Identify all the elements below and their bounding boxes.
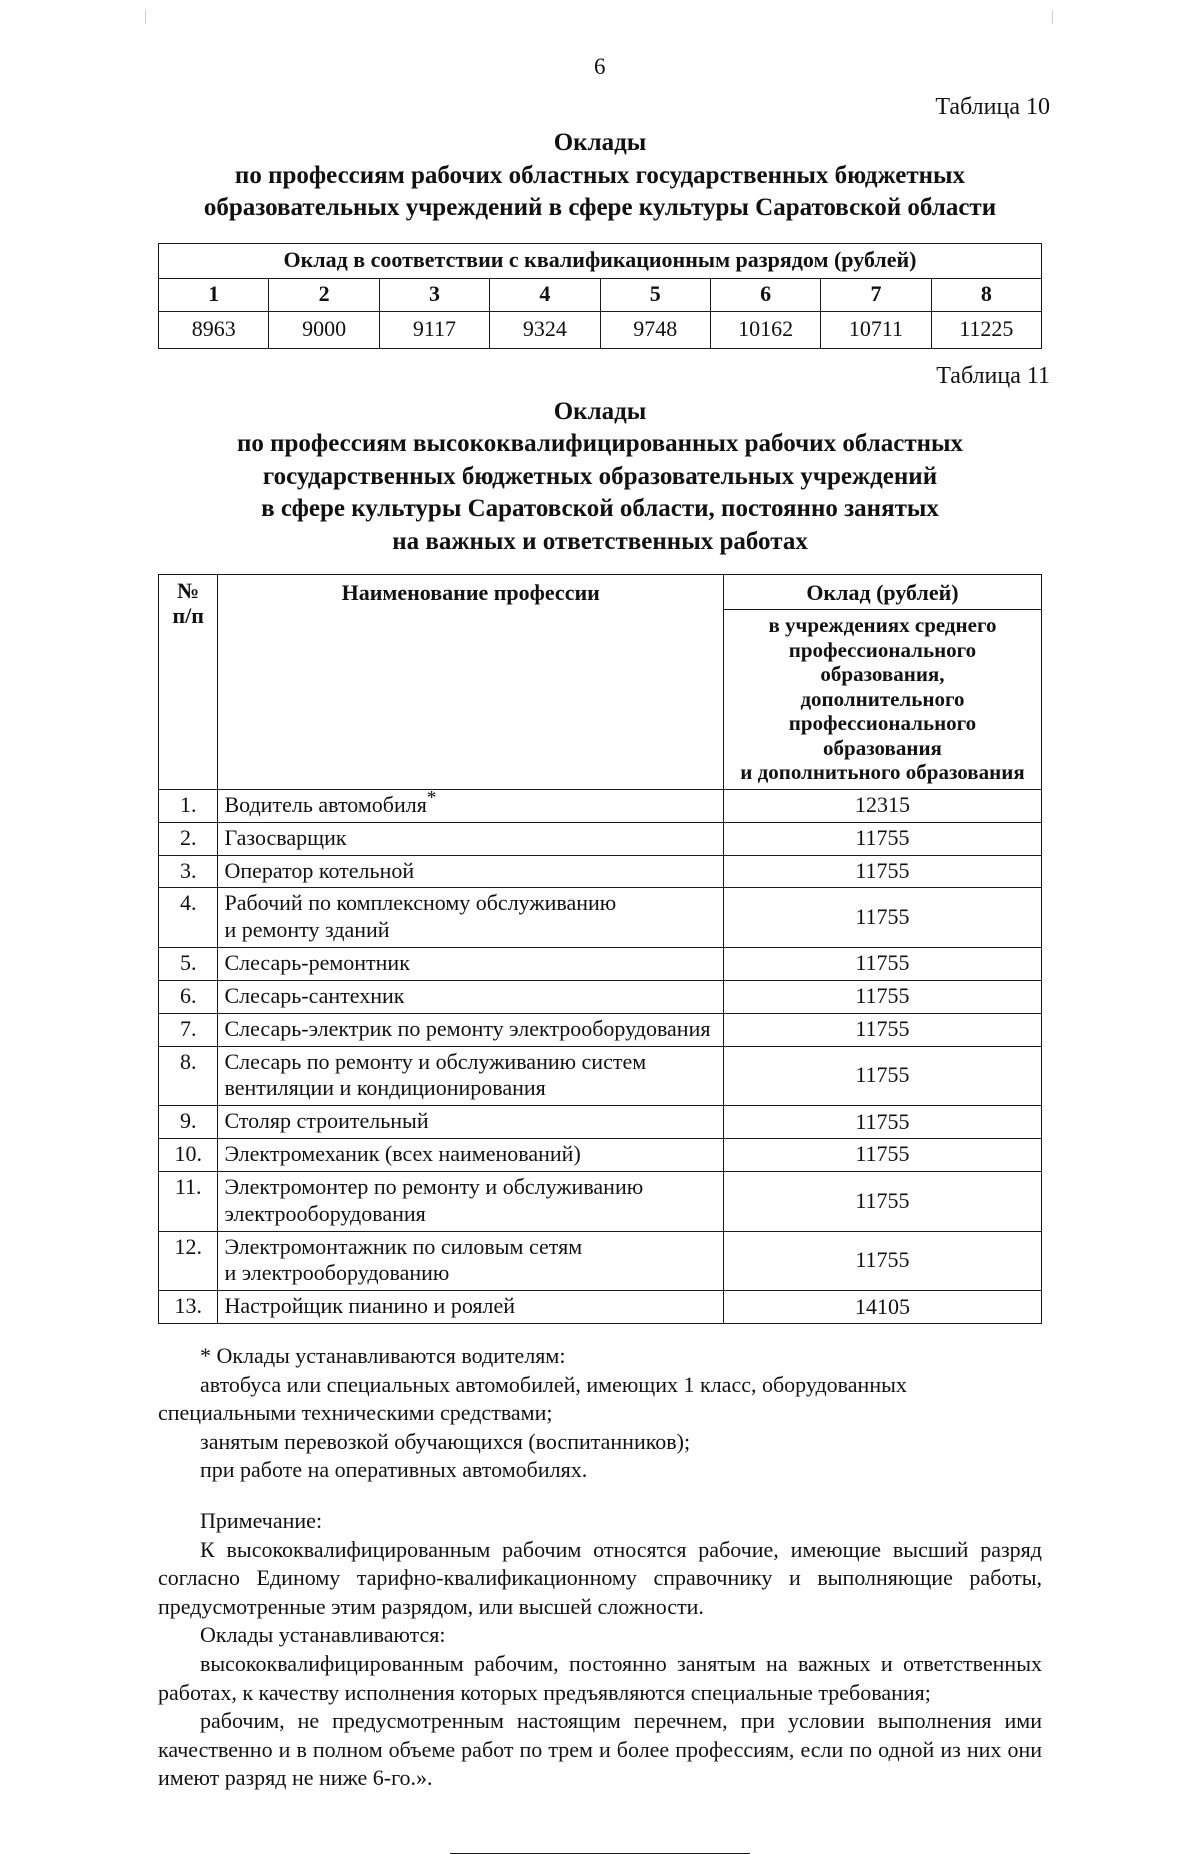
salary-subtitle-line-3: дополнительного bbox=[800, 686, 965, 711]
page-number: 6 bbox=[594, 54, 606, 79]
salary-cell-3: 9117 bbox=[379, 311, 489, 348]
salary-cell: 11755 bbox=[723, 1046, 1041, 1106]
table-row bbox=[159, 980, 1042, 1013]
salary-cell: 11755 bbox=[723, 980, 1041, 1013]
note-paragraph-4: рабочим, не предусмотренным настоящим перечнем, при условии выполнения ими качественно и в полном объеме работ по трем и более профессиям, если по одной из них они имеют разряд не ниже 6-го.». bbox=[158, 1708, 1042, 1791]
column-header-salary-title: Оклад (рублей) bbox=[724, 575, 1041, 610]
table-11-title-line-1: Оклады bbox=[553, 397, 647, 425]
table-row bbox=[159, 1171, 1042, 1231]
table-row bbox=[159, 888, 1042, 948]
salary-cell: 11755 bbox=[723, 1139, 1041, 1172]
profession-line: Слесарь-электрик по ремонту электрооборудования bbox=[224, 1015, 711, 1041]
footnote-line-3: занятым перевозкой обучающихся (воспитанников); bbox=[200, 1428, 691, 1454]
salary-subtitle-line-2: профессионального образования, bbox=[788, 637, 977, 687]
table-10-header-cell: Оклад в соответствии с квалификационным разрядом (рублей) bbox=[159, 243, 1042, 278]
rank-cell-7: 7 bbox=[821, 278, 931, 311]
row-number-cell: 11. bbox=[159, 1171, 218, 1231]
salary-subtitle-line-5: и дополнитьного образования bbox=[740, 760, 1025, 785]
table-row bbox=[159, 1013, 1042, 1046]
table-row bbox=[159, 278, 1042, 311]
column-header-profession: Наименование профессии bbox=[218, 575, 724, 790]
table-11-title-line-2: по профессиям высококвалифицированных рабочих областных bbox=[236, 430, 964, 457]
salary-cell-8: 11225 bbox=[931, 311, 1041, 348]
profession-line: Электромонтажник по силовым сетям bbox=[224, 1233, 583, 1259]
column-header-number-line-1: № bbox=[177, 578, 200, 603]
salary-cell-6: 10162 bbox=[710, 311, 820, 348]
column-header-salary-subtitle bbox=[724, 610, 1041, 789]
row-number-cell: 13. bbox=[159, 1291, 218, 1324]
profession-line: вентиляции и кондиционирования bbox=[224, 1075, 546, 1101]
salary-subtitle-line-4: профессионального образования bbox=[788, 711, 977, 760]
profession-cell bbox=[218, 980, 724, 1013]
profession-line: электрооборудования bbox=[224, 1200, 426, 1226]
salary-cell: 12315 bbox=[723, 789, 1041, 822]
profession-line: Электромеханик (всех наименований) bbox=[224, 1141, 581, 1167]
profession-line: Слесарь-ремонтник bbox=[224, 950, 410, 976]
footnote-line-2: автобуса или специальных автомобилей, имеющих 1 класс, оборудованных специальными техническими средствами; bbox=[158, 1371, 907, 1426]
profession-line: и ремонту зданий bbox=[224, 917, 390, 943]
profession-line: Настройщик пианино и роялей bbox=[224, 1293, 516, 1319]
profession-line: Оператор котельной bbox=[224, 857, 415, 883]
salary-cell: 11755 bbox=[723, 1106, 1041, 1139]
salary-cell-2: 9000 bbox=[269, 311, 379, 348]
rank-cell-2: 2 bbox=[269, 278, 379, 311]
footnote-line-4: при работе на оперативных автомобилях. bbox=[200, 1457, 588, 1483]
row-number-cell: 12. bbox=[159, 1231, 218, 1291]
profession-cell bbox=[218, 1046, 724, 1106]
salary-cell: 11755 bbox=[723, 1171, 1041, 1231]
row-number-cell: 2. bbox=[159, 822, 218, 855]
profession-line: Водитель автомобиля* bbox=[224, 787, 437, 817]
table-row bbox=[159, 1139, 1042, 1172]
scan-edge-mark-top-left bbox=[145, 10, 146, 24]
table-row bbox=[159, 855, 1042, 888]
profession-cell bbox=[218, 888, 724, 948]
table-10-title-line-2: по профессиям рабочих областных государственных бюджетных bbox=[234, 161, 966, 189]
table-row bbox=[159, 789, 1042, 822]
salary-cell: 11755 bbox=[723, 855, 1041, 888]
profession-cell bbox=[218, 948, 724, 981]
table-row bbox=[159, 243, 1042, 278]
notes-spacer bbox=[158, 1485, 1042, 1507]
profession-line: Газосварщик bbox=[224, 824, 347, 850]
row-number-cell: 6. bbox=[159, 980, 218, 1013]
profession-cell bbox=[218, 1106, 724, 1139]
table-row bbox=[159, 1291, 1042, 1324]
note-paragraph-1: К высококвалифицированным рабочим относятся рабочие, имеющие высший разряд согласно Единому тарифно-квалификационному справочнику и выполняющие работы, предусмотренные этим разрядом, или высшей сложности. bbox=[158, 1536, 1042, 1619]
profession-line: Рабочий по комплексному обслуживанию bbox=[224, 890, 617, 916]
salary-cell: 11755 bbox=[723, 948, 1041, 981]
salary-subtitle-line-1: в учреждениях среднего bbox=[768, 613, 997, 637]
column-header-salary bbox=[723, 575, 1041, 790]
column-header-number bbox=[159, 575, 218, 790]
table-11-title bbox=[0, 396, 1200, 559]
table-10-caption: Таблица 10 bbox=[935, 94, 1050, 120]
row-number-cell: 3. bbox=[159, 855, 218, 888]
profession-line: Слесарь-сантехник bbox=[224, 982, 405, 1008]
profession-cell bbox=[218, 1139, 724, 1172]
row-number-cell: 7. bbox=[159, 1013, 218, 1046]
profession-line: Электромонтер по ремонту и обслуживанию bbox=[224, 1173, 644, 1199]
row-number-cell: 4. bbox=[159, 888, 218, 948]
row-number-cell: 9. bbox=[159, 1106, 218, 1139]
salary-cell: 11755 bbox=[723, 1013, 1041, 1046]
rank-cell-8: 8 bbox=[931, 278, 1041, 311]
row-number-cell: 5. bbox=[159, 948, 218, 981]
profession-line: Столяр строительный bbox=[224, 1108, 429, 1134]
salary-cell: 11755 bbox=[723, 1231, 1041, 1291]
table-11-title-line-3: государственных бюджетных образовательных учреждений bbox=[262, 462, 938, 490]
rank-cell-5: 5 bbox=[600, 278, 710, 311]
notes-section bbox=[158, 1324, 1042, 1793]
table-10-title bbox=[0, 127, 1200, 225]
footnote-asterisk: * bbox=[426, 787, 437, 809]
rank-cell-1: 1 bbox=[159, 278, 269, 311]
profession-cell bbox=[218, 1171, 724, 1231]
row-number-cell: 1. bbox=[159, 789, 218, 822]
table-row bbox=[159, 1231, 1042, 1291]
footnote-line-1: * Оклады устанавливаются водителям: bbox=[200, 1343, 566, 1369]
row-number-cell: 8. bbox=[159, 1046, 218, 1106]
table-10-title-line-1: Оклады bbox=[553, 129, 647, 156]
table-row bbox=[159, 1106, 1042, 1139]
table-11-title-line-5: на важных и ответственных работах bbox=[392, 527, 808, 555]
table-row bbox=[159, 948, 1042, 981]
row-number-cell: 10. bbox=[159, 1139, 218, 1172]
table-row bbox=[159, 311, 1042, 348]
table-row bbox=[159, 1046, 1042, 1106]
table-11 bbox=[158, 574, 1042, 1324]
rank-cell-3: 3 bbox=[379, 278, 489, 311]
table-10 bbox=[158, 243, 1042, 349]
profession-cell bbox=[218, 1231, 724, 1291]
table-11-caption: Таблица 11 bbox=[936, 362, 1050, 389]
column-header-number-line-2: п/п bbox=[172, 602, 204, 628]
table-row bbox=[159, 822, 1042, 855]
table-11-wrapper bbox=[158, 574, 1042, 1324]
table-11-title-line-4: в сфере культуры Саратовской области, постоянно занятых bbox=[261, 495, 939, 522]
salary-cell: 11755 bbox=[723, 822, 1041, 855]
rank-cell-4: 4 bbox=[490, 278, 600, 311]
rank-cell-6: 6 bbox=[710, 278, 820, 311]
salary-cell: 14105 bbox=[723, 1291, 1041, 1324]
table-10-wrapper bbox=[158, 243, 1042, 349]
salary-cell-7: 10711 bbox=[821, 311, 931, 348]
profession-cell bbox=[218, 789, 724, 822]
profession-line: и электрооборудованию bbox=[224, 1260, 450, 1286]
profession-cell bbox=[218, 1013, 724, 1046]
salary-cell: 11755 bbox=[723, 888, 1041, 948]
salary-cell-1: 8963 bbox=[159, 311, 269, 348]
salary-cell-5: 9748 bbox=[600, 311, 710, 348]
note-paragraph-3: высококвалифицированным рабочим, постоянно занятым на важных и ответственных работах, к качеству исполнения которых предъявляются специальные требования; bbox=[158, 1650, 1042, 1705]
table-header-row bbox=[159, 575, 1042, 790]
profession-cell bbox=[218, 855, 724, 888]
table-10-title-line-3: образовательных учреждений в сфере культуры Саратовской области bbox=[203, 194, 997, 221]
salary-cell-4: 9324 bbox=[490, 311, 600, 348]
scan-edge-mark-top-right bbox=[1052, 10, 1053, 24]
profession-cell bbox=[218, 1291, 724, 1324]
profession-cell bbox=[218, 822, 724, 855]
note-heading: Примечание: bbox=[200, 1507, 323, 1533]
note-paragraph-2: Оклады устанавливаются: bbox=[200, 1622, 446, 1648]
profession-line: Слесарь по ремонту и обслуживанию систем bbox=[224, 1048, 647, 1074]
